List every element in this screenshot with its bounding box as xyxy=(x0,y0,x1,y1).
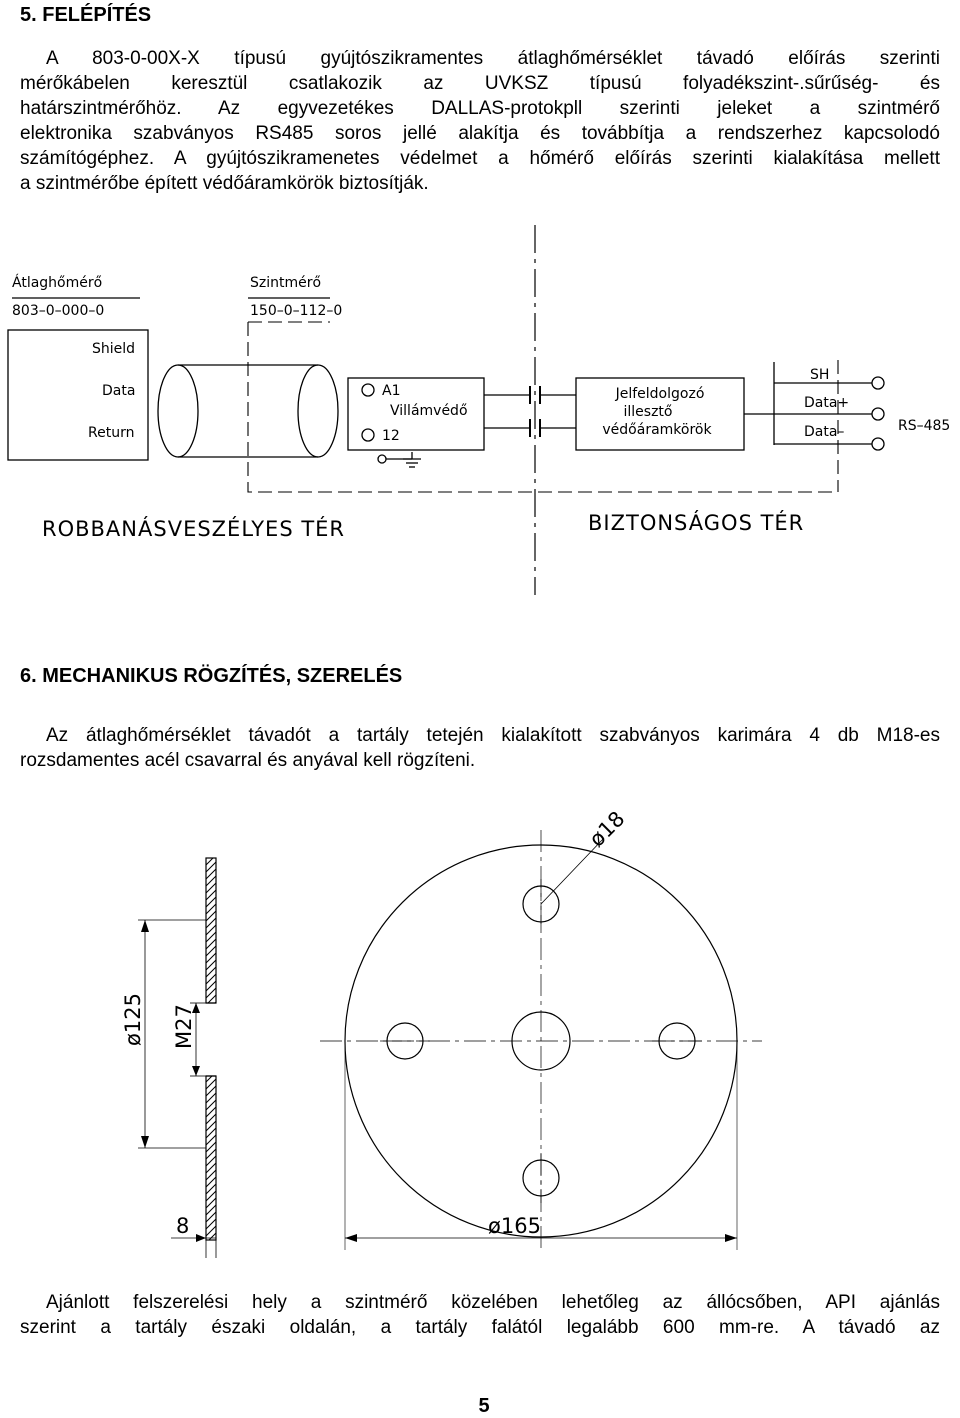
flange-drawing xyxy=(0,800,960,1260)
section-6-paragraph xyxy=(20,723,940,773)
level-meter-code: 150–0–112–0 xyxy=(250,303,343,319)
d18-label: ø18 xyxy=(584,806,630,852)
level-meter-enclosure xyxy=(248,322,838,492)
d125-label: ø125 xyxy=(121,993,145,1046)
thickness-label: 8 xyxy=(176,1214,190,1238)
flange-section-lower xyxy=(206,1076,216,1240)
sh-label: SH xyxy=(810,367,830,383)
signal-processor-line3: védőáramkörök xyxy=(602,422,712,438)
data-minus-label: Data– xyxy=(804,424,845,440)
return-label: Return xyxy=(88,425,135,441)
data-plus-label: Data+ xyxy=(804,395,850,411)
terminal-data-minus xyxy=(872,438,884,450)
shield-label: Shield xyxy=(92,341,136,357)
paragraph-line: Az átlaghőmérséklet távadót a tartály tetején kialakított szabványos karimára 4 db M18-es xyxy=(46,725,940,746)
paragraph-line: rozsdamentes acél csavarral és anyával kell rögzíteni. xyxy=(20,750,476,771)
paragraph-line: szerint a tartály északi oldalán, a tartály falától legalább 600 mm-re. A távadó az xyxy=(20,1317,940,1338)
wiring-diagram xyxy=(0,215,960,600)
paragraph-line: számítógéphez. A gyújtószikramenetes védelmet a hőmérő előírás szerinti kialakítása mellett xyxy=(20,148,940,169)
signal-processor-line2: illesztő xyxy=(623,404,673,420)
paragraph-line: A 803-0-00X-X típusú gyújtószikramentes átlaghőmérséklet távadó előírás szerinti xyxy=(46,48,940,69)
d165-label: ø165 xyxy=(488,1214,541,1238)
paragraph-line: mérőkábelen keresztül csatlakozik az UVKSZ típusú folyadékszint-.sűrűség- és xyxy=(20,73,940,94)
signal-processor-line1: Jelfeldolgozó xyxy=(615,386,705,402)
m27-label: M27 xyxy=(172,1004,196,1049)
paragraph-line: elektronika szabványos RS485 soros jellé alakítja és továbbítja a rendszerhez kapcsolodó xyxy=(20,123,940,144)
rs485-label: RS–485 xyxy=(898,418,951,434)
level-meter-label: Szintmérő xyxy=(250,275,322,291)
lightning-protector-label: Villámvédő xyxy=(390,403,468,419)
paragraph-line: határszintmérőhöz. Az egyvezetékes DALLAS-protokpll szerinti jeleket a szintmérő xyxy=(20,98,940,119)
section-5-paragraph xyxy=(20,46,940,196)
paragraph-line: Ajánlott felszerelési hely a szintmérő közelében lehetőleg az állócsőben, API ajánlás xyxy=(46,1292,940,1313)
flange-section-upper xyxy=(206,858,216,1003)
twelve-label: 12 xyxy=(382,428,400,444)
cable-shield-right xyxy=(298,365,338,457)
terminal-data-plus xyxy=(872,408,884,420)
cable-shield-left xyxy=(158,365,198,457)
section-5-title: 5. FELÉPÍTÉS xyxy=(20,4,152,26)
average-thermometer-code: 803–0–000–0 xyxy=(12,303,105,319)
average-thermometer-label: Átlaghőmérő xyxy=(12,275,103,291)
hazardous-zone-label: ROBBANÁSVESZÉLYES TÉR xyxy=(42,517,346,541)
section-6-title: 6. MECHANIKUS RÖGZÍTÉS, SZERELÉS xyxy=(20,665,403,687)
terminal-sh xyxy=(872,377,884,389)
installation-paragraph xyxy=(20,1290,940,1340)
safe-zone-label: BIZTONSÁGOS TÉR xyxy=(588,511,805,535)
a1-label: A1 xyxy=(382,383,401,399)
data-label: Data xyxy=(102,383,136,399)
page-number: 5 xyxy=(478,1395,490,1417)
paragraph-line: a szintmérőbe épített védőáramkörök biztosítják. xyxy=(20,173,429,194)
